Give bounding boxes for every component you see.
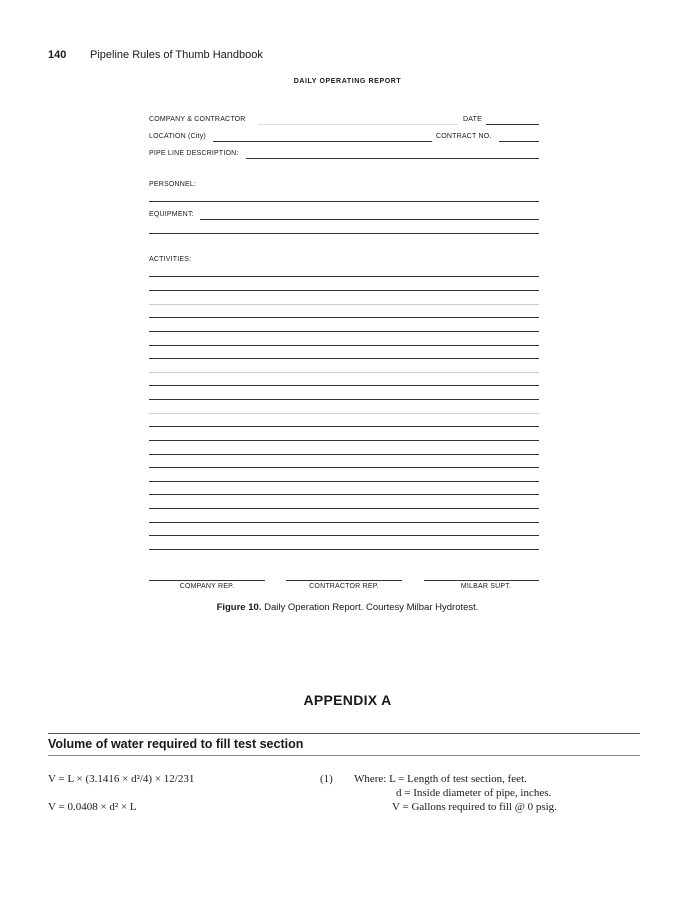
section-title: Volume of water required to fill test section <box>48 737 304 751</box>
personnel-line <box>149 201 539 202</box>
personnel-label: PERSONNEL: <box>149 181 197 188</box>
company-contractor-line <box>258 124 458 125</box>
pipeline-description-line <box>246 158 539 159</box>
section-rule-bottom <box>48 755 640 756</box>
form-title: DAILY OPERATING REPORT <box>293 78 402 85</box>
contractor-rep-label: CONTRACTOR REP. <box>309 583 379 590</box>
date-label: DATE <box>463 116 482 123</box>
company-rep-label: COMPANY REP. <box>179 583 235 590</box>
activities-label: ACTIVITIES: <box>149 256 192 263</box>
figure-label: Figure 10. <box>216 602 262 613</box>
running-header-title: Pipeline Rules of Thumb Handbook <box>90 49 263 61</box>
company-rep-line <box>149 580 265 581</box>
location-label: LOCATION (City) <box>149 133 206 140</box>
figure-caption-text: Daily Operation Report. Courtesy Milbar Hydrotest. <box>261 602 479 613</box>
where-diameter: d = Inside diameter of pipe, inches. <box>396 787 552 799</box>
contractor-rep-line <box>286 580 402 581</box>
contract-no-line <box>499 141 539 142</box>
where-length: Where: L = Length of test section, feet. <box>354 773 527 785</box>
contract-no-label: CONTRACT NO. <box>436 133 492 140</box>
page-number: 140 <box>48 49 67 61</box>
location-line <box>213 141 432 142</box>
company-contractor-label: COMPANY & CONTRACTOR <box>149 116 246 123</box>
milbar-supt-label: MILBAR SUPT. <box>460 583 512 590</box>
equipment-label: EQUIPMENT: <box>149 211 194 218</box>
date-line <box>486 124 539 125</box>
equation-1: V = L × (3.1416 × d²/4) × 12/231 <box>48 773 195 785</box>
pipeline-description-label: PIPE LINE DESCRIPTION: <box>149 150 239 157</box>
appendix-heading: APPENDIX A <box>303 692 392 708</box>
section-rule-top <box>48 733 640 734</box>
milbar-supt-line <box>424 580 539 581</box>
equipment-line <box>200 219 539 220</box>
equation-number: (1) <box>320 773 333 785</box>
where-volume: V = Gallons required to fill @ 0 psig. <box>392 801 557 813</box>
equation-2: V = 0.0408 × d² × L <box>48 801 137 813</box>
figure-caption <box>0 602 695 613</box>
equipment-line-2 <box>149 233 539 234</box>
